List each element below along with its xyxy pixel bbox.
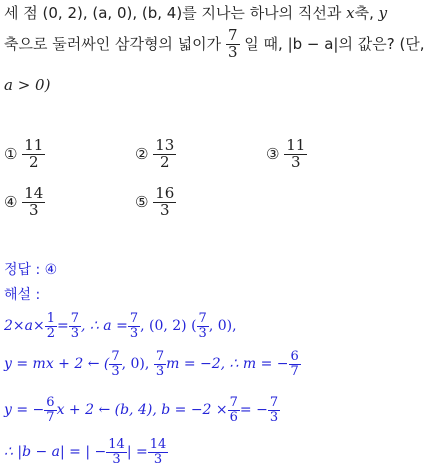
question-text: 축으로 둘러싸인 삼각형의 넓이가 [4, 34, 222, 53]
question-text: 세 점 (0, 2), (a, 0), (b, 4)를 지나는 하나의 직선과 [4, 4, 347, 22]
question-line-3 [4, 76, 50, 94]
question-text: 축, [354, 4, 379, 22]
choice-3[interactable]: ③ $\frac{11}{3}$ [266, 136, 306, 171]
explanation-line-1: 2×a× $\frac{1}{2}$ = $\frac{7}{3}$ , ∴ a = $\frac{7}{3}$ , (0, 2) ( $\frac{7}{3}$ , 0), [4, 311, 237, 341]
y-var: y [378, 4, 388, 22]
question-text: a > 0) [4, 76, 51, 94]
question-text: 일 때, |b − a|의 값은? (단, [244, 34, 425, 53]
explanation-line-2: y = mx + 2 ← ( $\frac{7}{3}$ , 0), $\frac{7}{3}$ m = −2, ∴ m = − $\frac{6}{7}$ [4, 349, 299, 379]
choice-4[interactable]: ④ $\frac{14}{3}$ [4, 184, 44, 219]
choice-2[interactable]: ② $\frac{13}{2}$ [135, 136, 175, 171]
answer-label: 정답 : ④ [4, 262, 58, 278]
question-line-1 [4, 2, 387, 23]
question-line-2 [4, 28, 425, 61]
area-fraction: $\frac{7}{3}$ [227, 26, 238, 61]
explanation-label: 해설 : [4, 287, 41, 303]
explanation-line-3: y = − $\frac{6}{7}$ x + 2 ← (b, 4), b = −2 × $\frac{7}{6}$ = − $\frac{7}{3}$ [4, 395, 279, 425]
choice-5[interactable]: ⑤ $\frac{16}{3}$ [135, 184, 175, 219]
choice-1[interactable]: ① $\frac{11}{2}$ [4, 136, 44, 171]
explanation-line-4: ∴ |b − a| = | − $\frac{14}{3}$ | = $\frac{14}{3}$ [4, 437, 167, 467]
x-var: x [346, 4, 355, 22]
